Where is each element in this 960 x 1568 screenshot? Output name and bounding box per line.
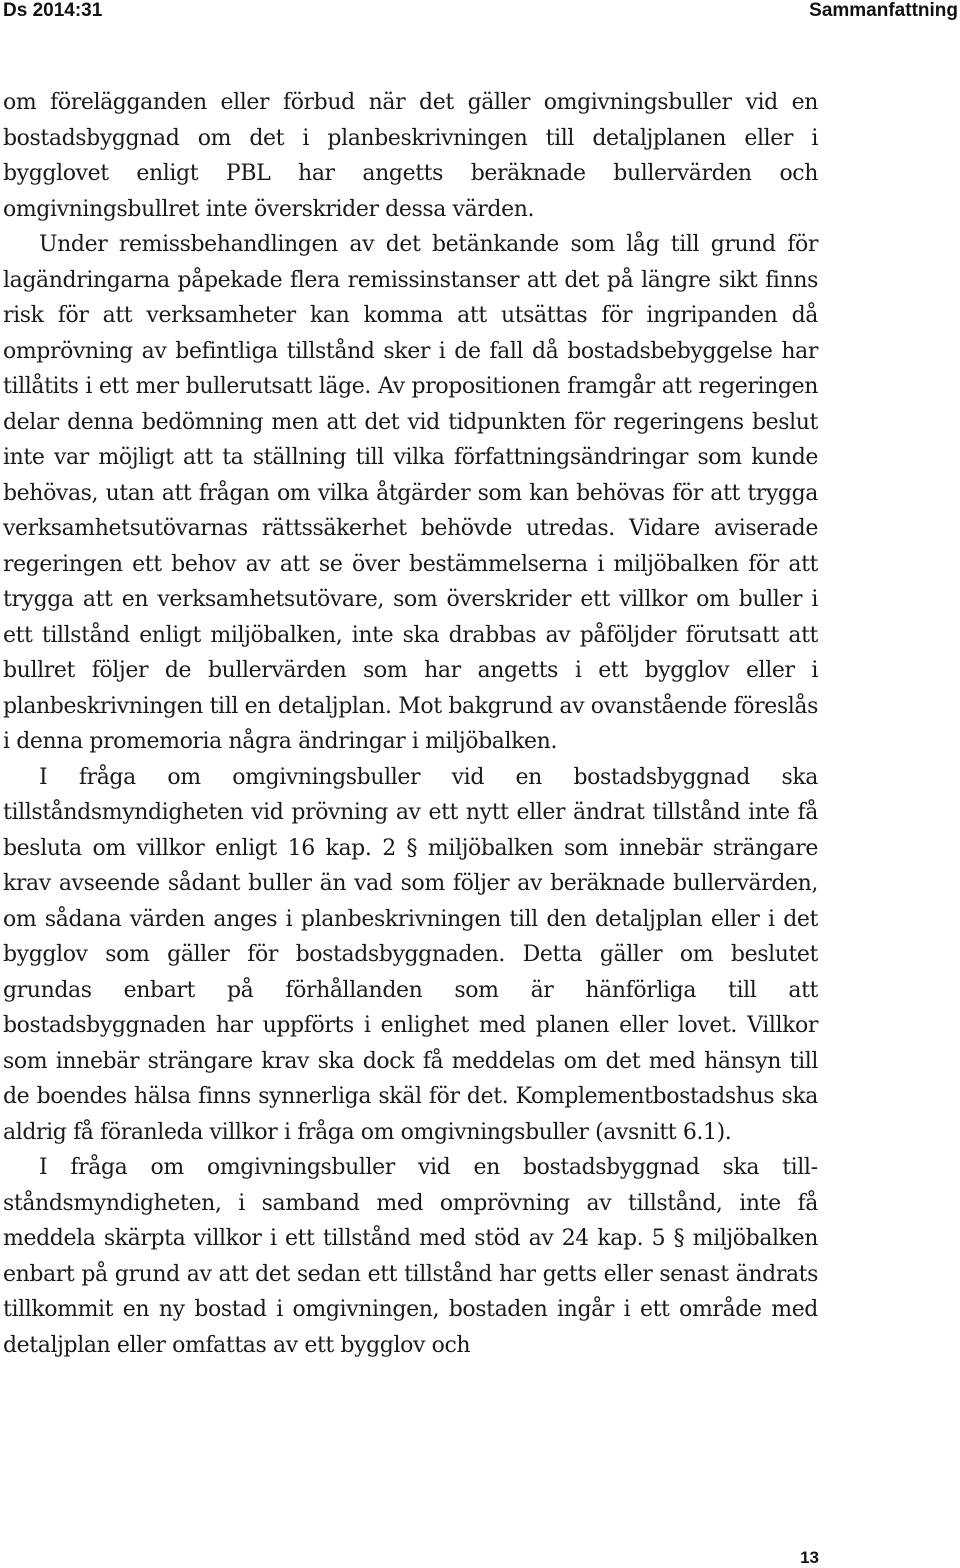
- paragraph-continuation: om förelägganden eller förbud när det gäller omgivningsbuller vid en bostadsbyggnad om det i planbeskrivningen till detaljplanen eller i bygglovet enligt PBL har angetts beräknade bullervärden och omgivningsbullret inte överskrider dessa värden.: [3, 90, 818, 222]
- page-number: 13: [800, 1548, 819, 1567]
- running-header-section-title: Sammanfattning: [809, 0, 958, 21]
- paragraph-omprovning: I fråga om omgivningsbuller vid en bostadsbyggnad ska tillståndsmyndigheten, i samband med omprövning av tillstånd, inte få meddela skärpta villkor i ett tillstånd med stöd av 24 kap. 5 § miljöbalken enbart på grund av att det sedan ett tillstånd har getts eller senast ändrats tillkommit en ny bostad i omgivningen, bostaden ingår i ett område med detaljplan eller omfattas av ett bygglov och: [3, 1155, 818, 1358]
- body-text: [3, 85, 818, 1363]
- paragraph-remiss: Under remissbehandlingen av det betänkande som låg till grund för lagändringarna påpekade flera remissinstanser att det på längre sikt finns risk för att verksamheter kan komma att utsättas för ingripanden då omprövning av befintliga tillstånd sker i de fall då bostadsbebyggelse har tillåtits i ett mer bullerutsatt läge. Av propositionen framgår att regeringen delar denna bedömning men att det vid tidpunkten för regeringens beslut inte var möjligt att ta ställning till vilka författningsändringar som kunde behövas, utan att frågan om vilka åtgärder som kan behövas för att trygga verksamhetsutövarnas rättssäkerhet behövde utredas. Vidare aviserade regeringen ett behov av att se över bestämmelserna i miljöbalken för att trygga att en verksamhetsutövare, som överskrider ett villkor om buller i ett tillstånd enligt miljöbalken, inte ska drabbas av påföljder förutsatt att bullret följer de bullervärden som har angetts i ett bygglov eller i planbeskrivningen till en detaljplan. Mot bakgrund av ovanstående föreslås i denna promemoria några ändringar i miljöbalken.: [3, 232, 818, 754]
- paragraph-tillstandsprovning: I fråga om omgivningsbuller vid en bostadsbyggnad ska tillståndsmyndigheten vid prövning av ett nytt eller ändrat tillstånd inte få besluta om villkor enligt 16 kap. 2 § miljöbalken som innebär strängare krav avseende sådant buller än vad som följer av beräknade bullervärden, om sådana värden anges i planbeskrivningen till den detaljplan eller i det bygglov som gäller för bostadsbyggnaden. Detta gäller om beslutet grundas enbart på förhållanden som är hänförliga till att bostadsbyggnaden har uppförts i enlighet med planen eller lovet. Villkor som innebär strängare krav ska dock få meddelas om det med hänsyn till de boendes hälsa finns synnerliga skäl för det. Komplementbostadshus ska aldrig få föranleda villkor i fråga om omgivningsbuller (avsnitt 6.1).: [3, 764, 818, 1145]
- running-header-document-id: Ds 2014:31: [3, 0, 103, 21]
